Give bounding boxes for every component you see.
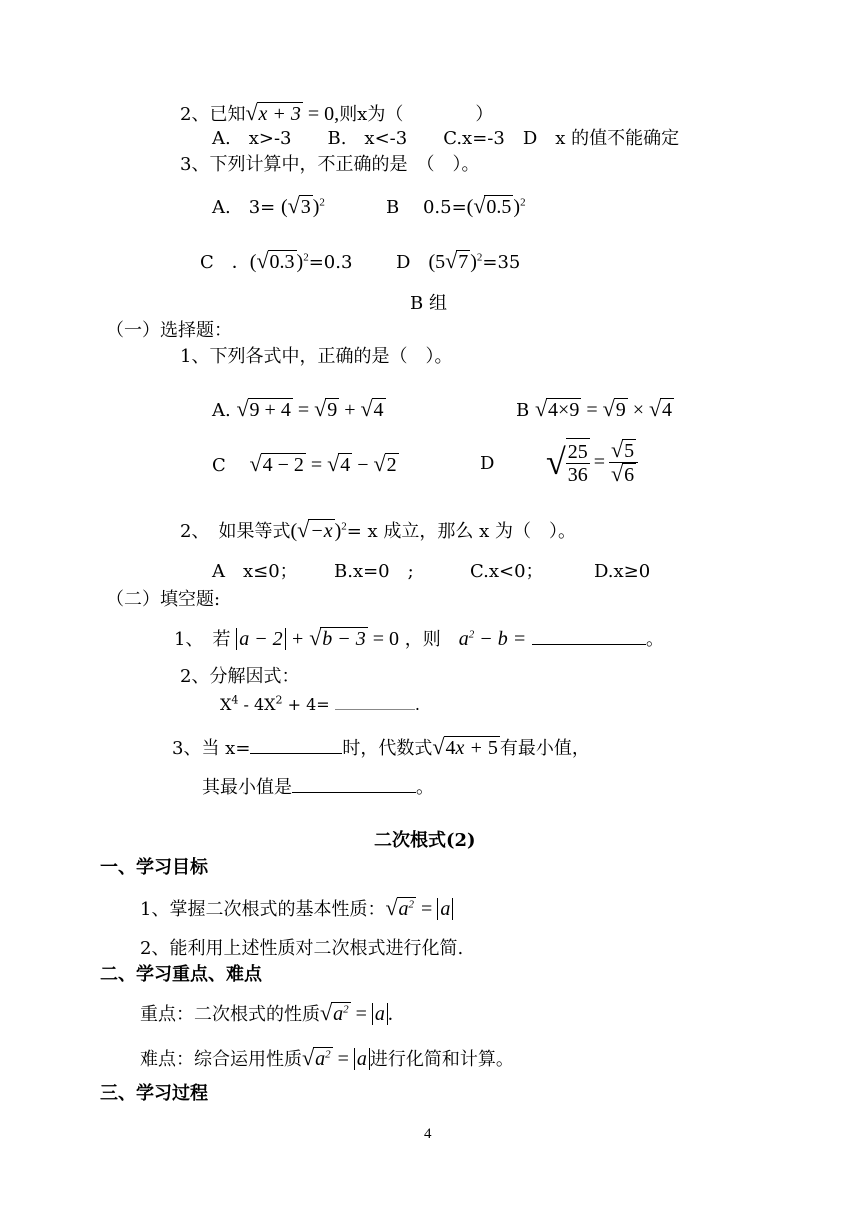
fill-question-2: 2、分解因式： [180,666,300,687]
b-q1-option-d-math: √ $\frac{25}{36}$ = $\frac{√5}{√6}$ [546,438,638,486]
goal-2: 2、能利用上述性质对二次根式进行化简. [140,938,464,959]
difficulty-point: 难点：综合运用性质$√a^2 = a$ 进行化简和计算。 [140,1045,514,1070]
heading-learning-goals: 一、学习目标 [100,857,208,878]
b-question-2: 2、 如果等式(√−x )$^2$= x 成立，那么 x 为（ ）。 [180,517,577,542]
b-q2-option-b: B.x=0 ; [334,561,414,582]
answer-blank-1[interactable] [532,626,646,645]
answer-blank-3[interactable] [250,735,342,754]
page-number: 4 [424,1126,432,1142]
b-q2-option-c: C.x<0； [470,561,544,582]
b-question-1: 1、下列各式中，正确的是（ ）。 [180,346,453,367]
b-q1-option-b: B √4×9 = √9 × √4 [516,396,673,421]
goal-1: 1、掌握二次根式的基本性质：$√a^2 = a$ [140,896,453,922]
question-3-option-c: C ．(√0.3 )$^2$=0.3 [200,248,353,273]
group-b-title: B 组 [410,293,447,314]
b-q1-option-a: A. √9 + 4 = √9 + √4 [212,396,384,421]
fill-question-3: 3、当 x= 时，代数式√4x + 5 有最小值， [172,734,590,759]
question-3-option-b: B 0.5=(√0.5 )$^2$ [386,193,526,218]
heading-key-points: 二、学习重点、难点 [100,964,262,985]
section-title: 二次根式(2) [374,830,476,851]
question-3-option-d: D (5√7 )$^2$=35 [396,248,521,273]
answer-blank-4[interactable] [292,774,416,793]
question-3: 3、下列计算中，不正确的是 （ ）。 [180,154,480,175]
heading-learning-process: 三、学习过程 [100,1083,208,1104]
question-3-option-a: A. 3= (√3 )$^2$ [212,193,325,218]
math-sqrt-x-plus-3: √x + 3 = 0, [245,100,340,125]
fill-question-1: 1、 若 a − 2 + √b − 3 = 0 ，则 $a^2 - b$ = 。 [174,625,665,650]
b-q2-option-a: A x≤0； [212,561,298,582]
answer-blank-2[interactable] [335,691,415,710]
fill-question-2-expression: $X^4 - 4X^2 + 4=$ . [220,691,420,717]
key-point: 重点：二次根式的性质$√a^2 = a$ . [140,1000,393,1025]
b-q2-option-d: D.x≥0 [594,561,651,582]
section-multiple-choice: （一）选择题： [106,320,232,341]
section-fill-in: （二）填空题: [106,589,221,610]
b-q1-option-d-label: D [480,453,495,474]
b-q1-option-c: C √4 − 2 = √4 − √2 [212,451,397,476]
fill-question-3-line2: 其最小值是 。 [202,774,434,800]
question-2: 2、已知√x + 3 = 0,则x为（ ） [180,100,494,125]
question-2-options: A. x>-3 B. x<-3 C.x=-3 D x 的值不能确定 [212,128,680,149]
